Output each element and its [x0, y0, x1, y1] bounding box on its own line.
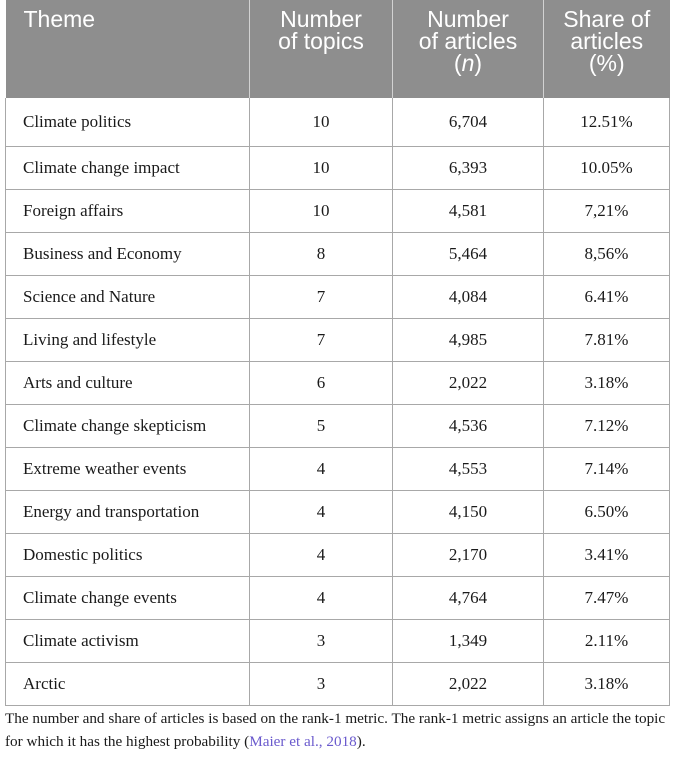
cell-share-of-articles: 7.47% [544, 576, 670, 619]
cell-number-of-articles: 4,150 [393, 490, 544, 533]
table-row [6, 318, 670, 361]
table-header-row [6, 0, 670, 98]
cell-share-of-articles: 7.14% [544, 447, 670, 490]
cell-share-of-articles: 3.18% [544, 662, 670, 705]
table-row [6, 404, 670, 447]
cell-theme: Extreme weather events [6, 447, 250, 490]
cell-number-of-articles: 2,022 [393, 361, 544, 404]
cell-number-of-articles: 4,084 [393, 275, 544, 318]
cell-number-of-articles: 4,536 [393, 404, 544, 447]
cell-theme: Arts and culture [6, 361, 250, 404]
header-number-of-articles: Number of articles (n) [393, 0, 544, 98]
cell-theme: Climate politics [6, 98, 250, 146]
header-share-line2: articles [570, 28, 644, 54]
cell-number-of-topics: 7 [250, 318, 393, 361]
table-row [6, 619, 670, 662]
cell-share-of-articles: 2.11% [544, 619, 670, 662]
cell-share-of-articles: 6.41% [544, 275, 670, 318]
cell-theme: Energy and transportation [6, 490, 250, 533]
cell-theme: Climate change skepticism [6, 404, 250, 447]
table-row [6, 146, 670, 189]
themes-table [5, 0, 670, 706]
cell-number-of-articles: 4,581 [393, 189, 544, 232]
cell-number-of-articles: 5,464 [393, 232, 544, 275]
cell-number-of-topics: 8 [250, 232, 393, 275]
cell-share-of-articles: 3.18% [544, 361, 670, 404]
cell-number-of-topics: 4 [250, 576, 393, 619]
header-articles-line2: of articles [418, 28, 518, 54]
cell-number-of-articles: 4,764 [393, 576, 544, 619]
header-theme [6, 0, 250, 98]
header-articles-line1: Number [427, 6, 509, 32]
cell-number-of-articles: 4,985 [393, 318, 544, 361]
cell-share-of-articles: 7,21% [544, 189, 670, 232]
cell-number-of-articles: 6,393 [393, 146, 544, 189]
table-row [6, 189, 670, 232]
table-row [6, 232, 670, 275]
cell-share-of-articles: 6.50% [544, 490, 670, 533]
cell-theme: Arctic [6, 662, 250, 705]
themes-table-container [5, 0, 669, 706]
header-topics-line2: of topics [278, 28, 364, 54]
table-row [6, 576, 670, 619]
cell-share-of-articles: 8,56% [544, 232, 670, 275]
cell-number-of-topics: 10 [250, 146, 393, 189]
cell-number-of-topics: 5 [250, 404, 393, 447]
cell-theme: Climate activism [6, 619, 250, 662]
cell-share-of-articles: 7.12% [544, 404, 670, 447]
header-number-of-topics [250, 0, 393, 98]
header-share-unit: (%) [588, 50, 625, 76]
cell-share-of-articles: 7.81% [544, 318, 670, 361]
cell-number-of-articles: 4,553 [393, 447, 544, 490]
header-articles-n: n [461, 50, 475, 76]
cell-number-of-topics: 6 [250, 361, 393, 404]
cell-theme: Climate change impact [6, 146, 250, 189]
table-row [6, 361, 670, 404]
table-row [6, 533, 670, 576]
cell-theme: Living and lifestyle [6, 318, 250, 361]
table-row [6, 275, 670, 318]
table-row [6, 490, 670, 533]
cell-number-of-topics: 10 [250, 98, 393, 146]
header-topics-line1: Number [280, 6, 362, 32]
footnote-text: The number and share of articles is based on the rank-1 metric. The rank-1 metric assigns an article the topic for which it has the highest probability ( [5, 710, 666, 750]
header-theme-label: Theme [23, 6, 96, 32]
citation-link[interactable]: Maier et al., 2018 [249, 733, 357, 750]
cell-theme: Domestic politics [6, 533, 250, 576]
footnote-text-end: ). [356, 733, 366, 750]
cell-share-of-articles: 12.51% [544, 98, 670, 146]
table-row [6, 447, 670, 490]
cell-number-of-topics: 3 [250, 619, 393, 662]
cell-share-of-articles: 10.05% [544, 146, 670, 189]
table-footnote [5, 707, 669, 753]
cell-number-of-articles: 1,349 [393, 619, 544, 662]
cell-number-of-topics: 4 [250, 490, 393, 533]
table-row [6, 98, 670, 146]
cell-number-of-topics: 7 [250, 275, 393, 318]
cell-theme: Foreign affairs [6, 189, 250, 232]
cell-number-of-topics: 4 [250, 447, 393, 490]
cell-number-of-articles: 6,704 [393, 98, 544, 146]
header-share-of-articles [544, 0, 670, 98]
cell-share-of-articles: 3.41% [544, 533, 670, 576]
cell-theme: Science and Nature [6, 275, 250, 318]
cell-number-of-articles: 2,170 [393, 533, 544, 576]
cell-theme: Business and Economy [6, 232, 250, 275]
table-body [6, 98, 670, 705]
cell-theme: Climate change events [6, 576, 250, 619]
cell-number-of-topics: 4 [250, 533, 393, 576]
header-share-line1: Share of [563, 6, 651, 32]
cell-number-of-topics: 10 [250, 189, 393, 232]
cell-number-of-articles: 2,022 [393, 662, 544, 705]
cell-number-of-topics: 3 [250, 662, 393, 705]
table-row [6, 662, 670, 705]
